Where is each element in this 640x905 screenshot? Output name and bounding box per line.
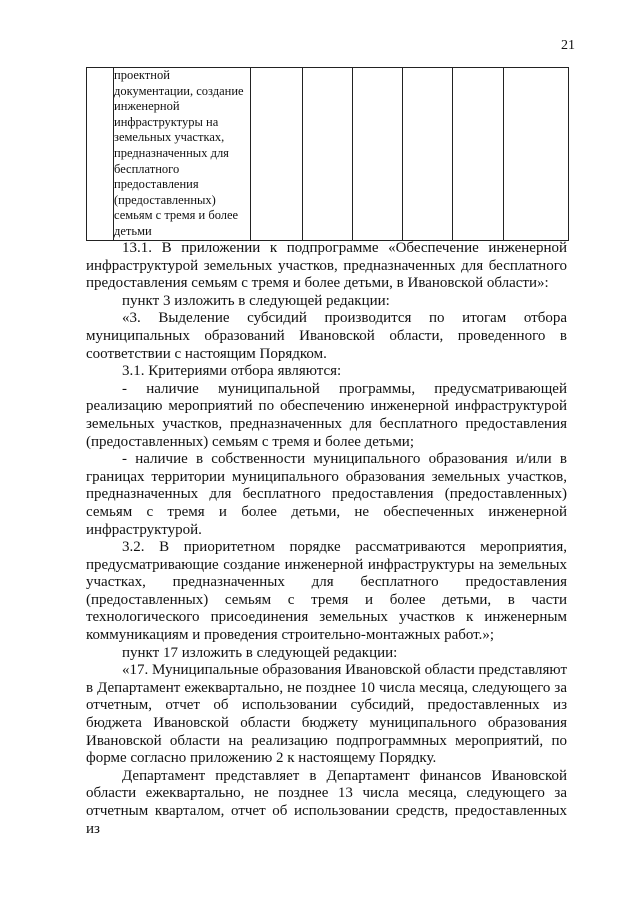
table-cell: [353, 68, 403, 241]
body-text: [86, 240, 567, 838]
paragraph-criterion-1: - наличие муниципальной программы, предусматривающей реализацию мероприятий по обеспечению инженерной инфраструктурой земельных участков, предназначенных для бесплатного предоставления (предоставленных) семьям с тремя и более детьми;: [86, 380, 567, 450]
paragraph-item-17-intro: пункт 17 изложить в следующей редакции:: [122, 644, 398, 661]
table-cell-description: проектной документации, создание инженерной инфраструктуры на земельных участках, предназначенных для бесплатного предоставления (предоставленных) семьям с тремя и более детьми: [114, 68, 251, 241]
paragraph-13-1: 13.1. В приложении к подпрограмме «Обеспечение инженерной инфраструктурой земельных участков, предназначенных для бесплатного предоставления семьям с тремя и более детьми, в Ивановской области»:: [86, 240, 567, 292]
table-cell: [251, 68, 303, 241]
page-number: 21: [561, 38, 575, 53]
table-row: [87, 68, 569, 241]
paragraph-criterion-2: - наличие в собственности муниципального образования и/или в границах территории муниципального образования земельных участков, предназначенных для бесплатного предоставления (предоставленных) семьям с тремя и более детьми, не обеспеченных инженерной инфраструктурой.: [86, 451, 567, 538]
table-cell: [453, 68, 504, 241]
paragraph-3-1: 3.1. Критериями отбора являются:: [122, 363, 342, 380]
paragraph-department-report: Департамент представляет в Департамент финансов Ивановской области ежеквартально, не позднее 13 числа месяца, следующего за отчетным кварталом, отчет об использовании средств, предоставленных из: [86, 767, 567, 837]
paragraph-item-3-intro: пункт 3 изложить в следующей редакции:: [122, 292, 390, 309]
table-cell-number: [87, 68, 114, 241]
paragraph-item-3: «3. Выделение субсидий производится по итогам отбора муниципальных образований Ивановской области, проведенного в соответствии с настоящим Порядком.: [86, 310, 567, 362]
table-cell: [504, 68, 569, 241]
paragraph-3-2: 3.2. В приоритетном порядке рассматриваются мероприятия, предусматривающие создание инженерной инфраструктуры на земельных участках, предназначенных для бесплатного предоставления (предоставленных) семьям с тремя и более детьми, в части технологического присоединения земельных участков к инженерным коммуникациям и проведения строительно-монтажных работ.»;: [86, 539, 567, 644]
paragraph-item-17: «17. Муниципальные образования Ивановской области представляют в Департамент ежеквартально, не позднее 10 числа месяца, следующего за отчетным, отчет об использовании субсидий, предоставленных из бюджета Ивановской области бюджету муниципального образования Ивановской области на реализацию подпрограммных мероприятий, по форме согласно приложению 2 к настоящему Порядку.: [86, 662, 567, 767]
continuation-table: [86, 67, 569, 241]
table-cell: [303, 68, 353, 241]
table-cell: [403, 68, 453, 241]
